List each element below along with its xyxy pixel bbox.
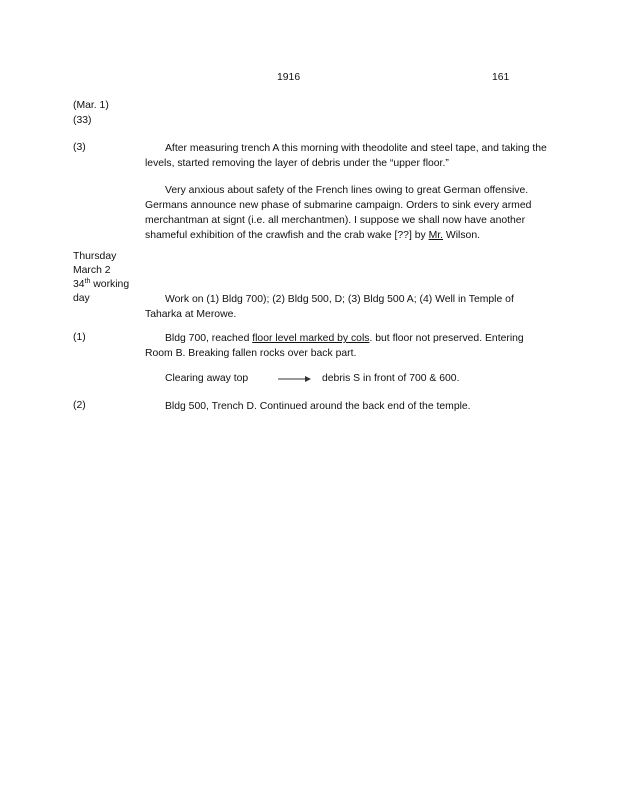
header-page-number: 161 [492,72,510,83]
margin-working-day [73,278,129,292]
war-news-text-end: Wilson. [443,230,480,241]
clearing-right-text: debris S in front of 700 & 600. [322,373,460,384]
entry-item-1 [145,331,550,361]
margin-day-word: day [73,293,90,304]
working-day-word: working [90,279,130,290]
header-year: 1916 [277,72,301,83]
margin-day-count: (33) [73,115,92,126]
margin-date-line: (Mar. 1) [73,100,109,111]
item1-text-start: Bldg 700, reached [165,333,253,344]
margin-item2-ref: (2) [73,400,86,411]
working-day-number: 34 [73,279,85,290]
entry-item-2 [145,399,550,414]
item2-text: Bldg 500, Trench D. Continued around the back end of the temple. [165,401,471,412]
clearing-left-text: Clearing away top [165,373,249,384]
margin-para3-ref: (3) [73,142,86,153]
item1-underlined: floor level marked by cols [252,333,370,344]
entry-paragraph-3 [145,141,550,171]
margin-weekday: Thursday [73,251,117,262]
right-arrow-icon [278,372,312,386]
item1-text-end: . but floor not preserved. Entering Room B. Breaking fallen rocks over back part. [145,333,524,359]
entry-work-on [145,292,550,322]
work-on-text: Work on (1) Bldg 700); (2) Bldg 500, D; (3) Bldg 500 A; (4) Well in Temple of Taharka at Merowe. [145,294,514,320]
working-day-ordinal: th [84,278,91,285]
war-news-text-start: Very anxious about safety of the French lines owing to great German offensive. Germans announce new phase of submarine campaign. Orders to sink every armed merchantman at signt (i.e. all merchantmen). I suppose we shall now have another shameful exhibition of the crawfish and the crab wake [??] by [145,185,532,241]
entry-paragraph-war-news [145,183,550,243]
entry-paragraph-3-text: After measuring trench A this morning with theodolite and steel tape, and taking the levels, started removing the layer of debris under the “upper floor.” [145,143,547,169]
margin-date: March 2 [73,265,111,276]
margin-item1-ref: (1) [73,332,86,343]
war-news-underlined: Mr. [428,230,444,241]
